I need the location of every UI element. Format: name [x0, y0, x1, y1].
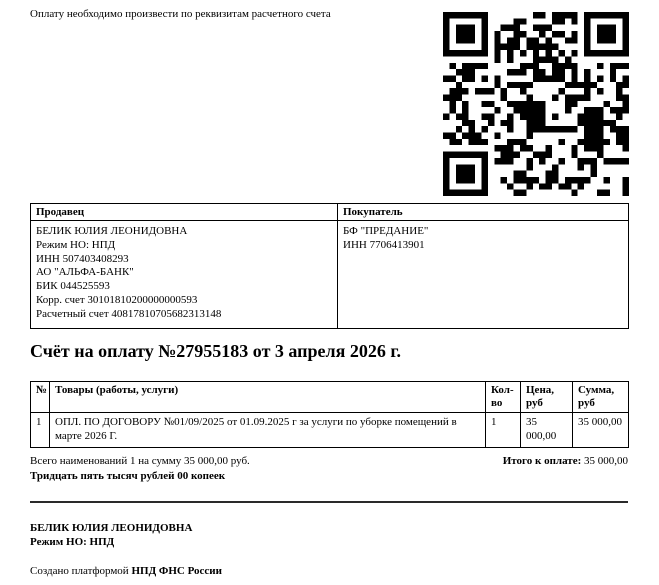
- signature-name: БЕЛИК ЮЛИЯ ЛЕОНИДОВНА: [30, 522, 193, 534]
- amount-in-words: Тридцать пять тысяч рублей 00 копеек: [30, 469, 226, 482]
- seller-bik: БИК 044525593: [36, 280, 110, 293]
- total-due-label: Итого к оплате:: [502, 454, 582, 467]
- item-sum-cell: 35 000,00: [573, 412, 629, 447]
- total-due: [503, 455, 628, 467]
- parties-table: [30, 203, 629, 329]
- buyer-info: [338, 221, 629, 329]
- col-header-price: Цена, руб: [521, 381, 573, 412]
- divider-rule: [30, 501, 628, 503]
- seller-account: Расчетный счет 40817810705682313148: [36, 307, 222, 320]
- buyer-header: Покупатель: [338, 204, 629, 221]
- item-number-cell: 1: [31, 412, 50, 447]
- item-price-cell: 35 000,00: [521, 412, 573, 447]
- platform-note: [30, 565, 628, 577]
- totals-row: [30, 455, 628, 467]
- seller-name: БЕЛИК ЮЛИЯ ЛЕОНИДОВНА: [36, 225, 188, 237]
- seller-bank: АО "АЛЬФА-БАНК": [36, 266, 134, 279]
- item-row: [31, 412, 629, 447]
- col-header-name: Товары (работы, услуги): [50, 381, 486, 412]
- item-name-cell: ОПЛ. ПО ДОГОВОРУ №01/09/2025 от 01.09.2025 г за услуги по уборке помещений в марте 2026 Г.: [50, 412, 486, 447]
- qr-code: [443, 12, 629, 196]
- platform-note-prefix: Создано платформой: [30, 565, 129, 577]
- items-header-row: [31, 381, 629, 412]
- total-due-value: 35 000,00: [584, 454, 628, 467]
- col-header-qty: Кол-во: [486, 381, 521, 412]
- col-header-sum: Сумма, руб: [573, 381, 629, 412]
- seller-corr-account: Корр. счет 30101810200000000593: [36, 293, 198, 306]
- seller-info: [31, 221, 338, 329]
- signature-tax-mode: Режим НО: НПД: [30, 536, 115, 548]
- invoice-body: [30, 203, 628, 482]
- buyer-inn: ИНН 7706413901: [343, 238, 425, 251]
- totals-summary: Всего наименований 1 на сумму 35 000,00 руб.: [30, 454, 250, 467]
- buyer-name: БФ "ПРЕДАНИЕ": [343, 225, 429, 237]
- invoice-title: Счёт на оплату №27955183 от 3 апреля 2026 г.: [30, 340, 402, 361]
- item-qty-cell: 1: [486, 412, 521, 447]
- items-table: [30, 381, 629, 448]
- seller-inn: ИНН 507403408293: [36, 252, 129, 265]
- col-header-num: №: [31, 381, 50, 412]
- seller-tax-mode: Режим НО: НПД: [36, 238, 116, 251]
- signature-block: [30, 501, 628, 577]
- seller-header: Продавец: [31, 204, 338, 221]
- platform-note-bold: НПД ФНС России: [131, 565, 222, 577]
- payment-note: Оплату необходимо произвести по реквизитам расчетного счета: [30, 8, 331, 20]
